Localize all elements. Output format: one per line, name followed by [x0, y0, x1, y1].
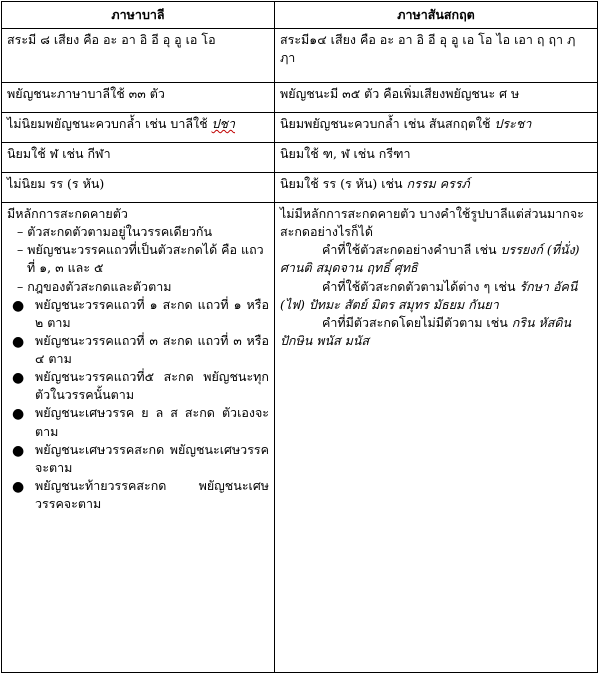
cell-pali-lo: นิยมใช้ ฬ เช่น กีฬา — [2, 143, 275, 173]
list-item-text: พยัญชนะวรรคแถวที่๕ สะกด พยัญชนะทุกตัวในวรรคนั้นตาม — [35, 369, 269, 403]
cell-sanskrit-consonants: พยัญชนะมี ๓๕ ตัว คือเพิ่มเสียงพยัญชนะ ศ ษ — [275, 83, 598, 113]
list-item — [7, 441, 269, 477]
list-item: – พยัญชนะวรรคแถวที่เป็นตัวสะกดได้ คือ แถวที่ ๑, ๓ และ ๕ — [17, 242, 264, 276]
list-item — [7, 477, 269, 513]
list-item-text: พยัญชนะวรรคแถวที่ ๓ สะกด แถวที่ ๓ หรือ ๔ ตาม — [35, 332, 269, 366]
table-row — [2, 83, 598, 113]
example-text: รักษา อัคนี (ไฟ) ปัทมะ สัตย์ มิตร สมุทร มัธยม กันยา — [280, 278, 578, 312]
cell-sanskrit-vowels: สระมี๑๔ เสียง คือ อะ อา อิ อี อุ อู เอ โอ ไอ เอา ฤ ฤา ฦ ฦา — [275, 29, 598, 83]
bullet-icon: ● — [12, 478, 25, 495]
list-item-text: พยัญชนะวรรคแถวที่ ๑ สะกด แถวที่ ๑ หรือ ๒ ตาม — [35, 296, 269, 330]
text: คำที่มีตัวสะกดโดยไม่มีตัวตาม เช่น — [322, 314, 512, 330]
bullet-icon: ● — [12, 406, 25, 423]
comparison-table — [1, 1, 598, 673]
list-item — [7, 404, 269, 440]
table-row — [2, 173, 598, 203]
header-sanskrit: ภาษาสันสกฤต — [275, 2, 598, 29]
text: นิยมใช้ รร (ร หัน) เช่น — [280, 176, 407, 191]
text: คำที่ใช้ตัวสะกดตัวตามได้ต่าง ๆ เช่น — [322, 278, 520, 294]
list-item-text: พยัญชนะท้ายวรรคสะกด พยัญชนะเศษวรรคจะตาม — [35, 477, 269, 511]
cell-sanskrit-rohan — [275, 173, 598, 203]
table-row — [2, 203, 598, 673]
pali-rules-intro: มีหลักการสะกดคายตัว — [7, 206, 128, 221]
text: นิยมพยัญชนะควบกล้ำ เช่น สันสกฤตใช้ — [280, 116, 495, 131]
list-item-text: พยัญชนะเศษวรรคสะกด พยัญชนะเศษวรรคจะตาม — [35, 441, 269, 475]
list-item-text: พยัญชนะเศษวรรค ย ล ส สะกด ตัวเองจะตาม — [35, 405, 269, 439]
cell-pali-vowels: สระมี ๘ เสียง คือ อะ อา อิ อี อุ อู เอ โอ — [2, 29, 275, 83]
header-row — [2, 2, 598, 29]
list-item: – ตัวสะกดตัวตามอยู่ในวรรคเดียวกัน — [17, 224, 213, 240]
list-item — [7, 368, 269, 404]
bullet-icon: ● — [12, 333, 25, 350]
bullet-icon: ● — [12, 297, 25, 314]
cell-sanskrit-clusters — [275, 113, 598, 143]
cell-sanskrit-spelling-rules — [275, 203, 598, 673]
example-paragraph — [280, 278, 592, 314]
example-text: ปชา — [211, 116, 236, 131]
example-text: ประชา — [494, 116, 532, 131]
list-item — [7, 296, 269, 332]
cell-pali-spelling-rules — [2, 203, 275, 673]
table-row — [2, 29, 598, 83]
bullet-icon: ● — [12, 442, 25, 459]
example-text: บรรยงก์ (ที่นั่ง) ศานติ สมุดจาน ฤทธิ์ ศุทธิ — [280, 242, 580, 276]
cell-pali-consonants: พยัญชนะภาษาบาลีใช้ ๓๓ ตัว — [2, 83, 275, 113]
example-paragraph — [280, 241, 592, 277]
table-row — [2, 113, 598, 143]
example-text: กรรม ครรภ์ — [406, 176, 470, 191]
header-pali: ภาษาบาลี — [2, 2, 275, 29]
cell-pali-clusters — [2, 113, 275, 143]
list-item — [7, 332, 269, 368]
example-text: กริน หัสดิน ปักษิน พนัส มนัส — [280, 314, 572, 348]
sanskrit-rules-intro: ไม่มีหลักการสะกดคายตัว บางคำใช้รูปบาลีแต่ส่วนมากจะสะกดอย่างไรก็ได้ — [280, 206, 584, 240]
example-paragraph — [280, 314, 592, 350]
cell-sanskrit-lo: นิยมใช้ ฑ, ฬ เช่น กรีฑา — [275, 143, 598, 173]
bullet-icon: ● — [12, 370, 25, 387]
cell-pali-rohan: ไม่นิยม รร (ร หัน) — [2, 173, 275, 203]
text: คำที่ใช้ตัวสะกดอย่างคำบาลี เช่น — [322, 242, 501, 258]
table-row — [2, 143, 598, 173]
list-item: – กฎของตัวสะกดและตัวตาม — [17, 278, 172, 294]
text: ไม่นิยมพยัญชนะควบกล้ำ เช่น บาลีใช้ — [7, 116, 212, 131]
